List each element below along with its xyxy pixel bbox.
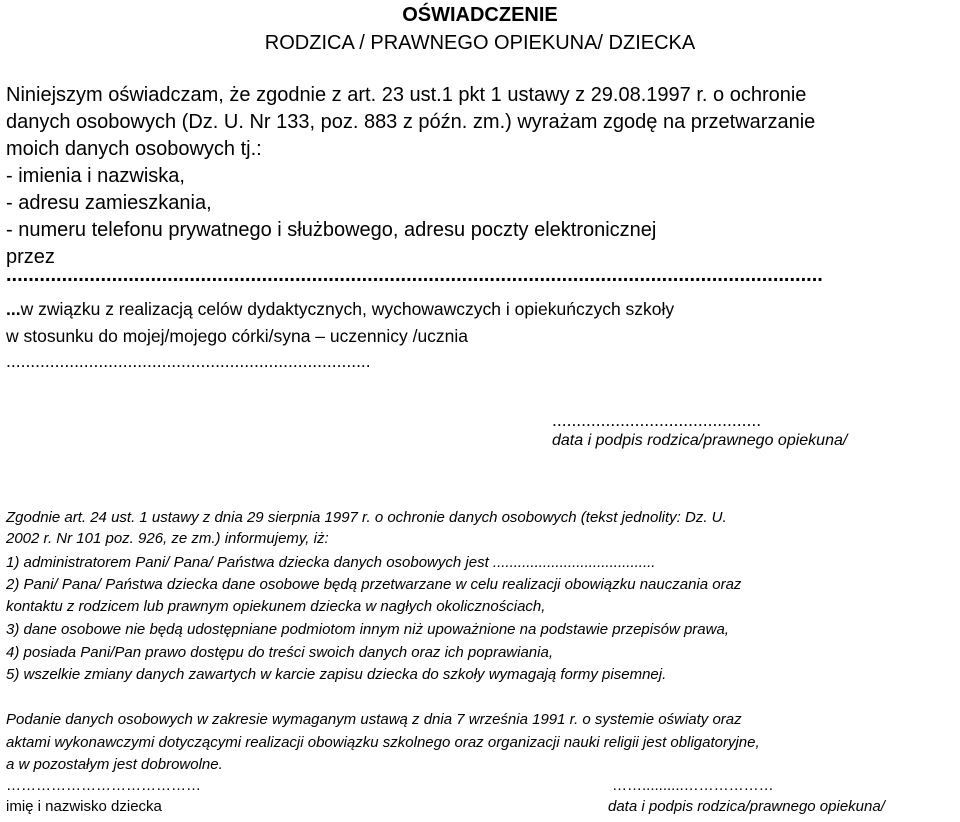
consent-item: - imienia i nazwiska,: [6, 165, 185, 187]
purpose-line-1: [6, 297, 674, 321]
info-point: 4) posiada Pani/Pan prawo dostępu do treści swoich danych oraz ich poprawiania,: [6, 644, 553, 661]
intro-line-1: Niniejszym oświadczam, że zgodnie z art. 23 ust.1 pkt 1 ustawy z 29.08.1997 r. o ochronie: [6, 84, 807, 106]
przez-label: przez: [6, 246, 55, 268]
signature-label: data i podpis rodzica/prawnego opiekuna/: [552, 432, 848, 449]
consent-item: - numeru telefonu prywatnego i służbowego, adresu poczty elektronicznej: [6, 219, 657, 241]
footer-child-name-label: imię i nazwisko dziecka: [6, 798, 162, 815]
purpose-dots-line: ...........................................................................: [6, 351, 371, 371]
religion-line-1: Podanie danych osobowych w zakresie wymaganym ustawą z dnia 7 września 1991 r. o systemie oświaty oraz: [6, 711, 742, 728]
footer-right-dots: ……..........………………: [612, 777, 774, 794]
consent-item: - adresu zamieszkania,: [6, 192, 212, 214]
document-subtitle: RODZICA / PRAWNEGO OPIEKUNA/ DZIECKA: [264, 32, 696, 54]
intro-line-3: moich danych osobowych tj.:: [6, 138, 262, 160]
footer-signature-label: data i podpis rodzica/prawnego opiekuna/: [608, 798, 885, 815]
purpose-dots: ...: [6, 299, 21, 319]
dotted-line-long: ...................................................................................................................................................: [6, 264, 823, 286]
footer-left-dots: …………………………………: [6, 777, 201, 794]
intro-line-2: danych osobowych (Dz. U. Nr 133, poz. 883 z późn. zm.) wyrażam zgodę na przetwarzanie: [6, 111, 816, 133]
info-line-1: Zgodnie art. 24 ust. 1 ustawy z dnia 29 sierpnia 1997 r. o ochronie danych osobowych (tekst jednolity: Dz. U.: [6, 509, 727, 526]
info-point: 2) Pani/ Pana/ Państwa dziecka dane osobowe będą przetwarzane w celu realizacji obowiązku nauczania oraz: [6, 576, 742, 593]
purpose-line-2: w stosunku do mojej/mojego córki/syna – uczennicy /ucznia: [6, 326, 469, 346]
info-point: kontaktu z rodzicem lub prawnym opiekunem dziecka w nagłych okolicznościach,: [6, 598, 546, 615]
info-point: 1) administratorem Pani/ Pana/ Państwa dziecka danych osobowych jest .......................................: [6, 554, 656, 571]
signature-dots: ...........................................: [552, 410, 762, 430]
religion-line-2: aktami wykonawczymi dotyczącymi realizacji obowiązku szkolnego oraz organizacji nauki religii jest obligatoryjne,: [6, 734, 760, 751]
religion-line-3: a w pozostałym jest dobrowolne.: [6, 756, 223, 773]
info-line-2: 2002 r. Nr 101 poz. 926, ze zm.) informujemy, iż:: [6, 530, 329, 547]
info-point: 3) dane osobowe nie będą udostępniane podmiotom innym niż upoważnione na podstawie przepisów prawa,: [6, 621, 729, 638]
document-title: OŚWIADCZENIE: [402, 4, 558, 26]
purpose-text: w związku z realizacją celów dydaktycznych, wychowawczych i opiekuńczych szkoły: [20, 299, 675, 319]
info-point: 5) wszelkie zmiany danych zawartych w karcie zapisu dziecka do szkoły wymagają formy pisemnej.: [6, 666, 667, 683]
